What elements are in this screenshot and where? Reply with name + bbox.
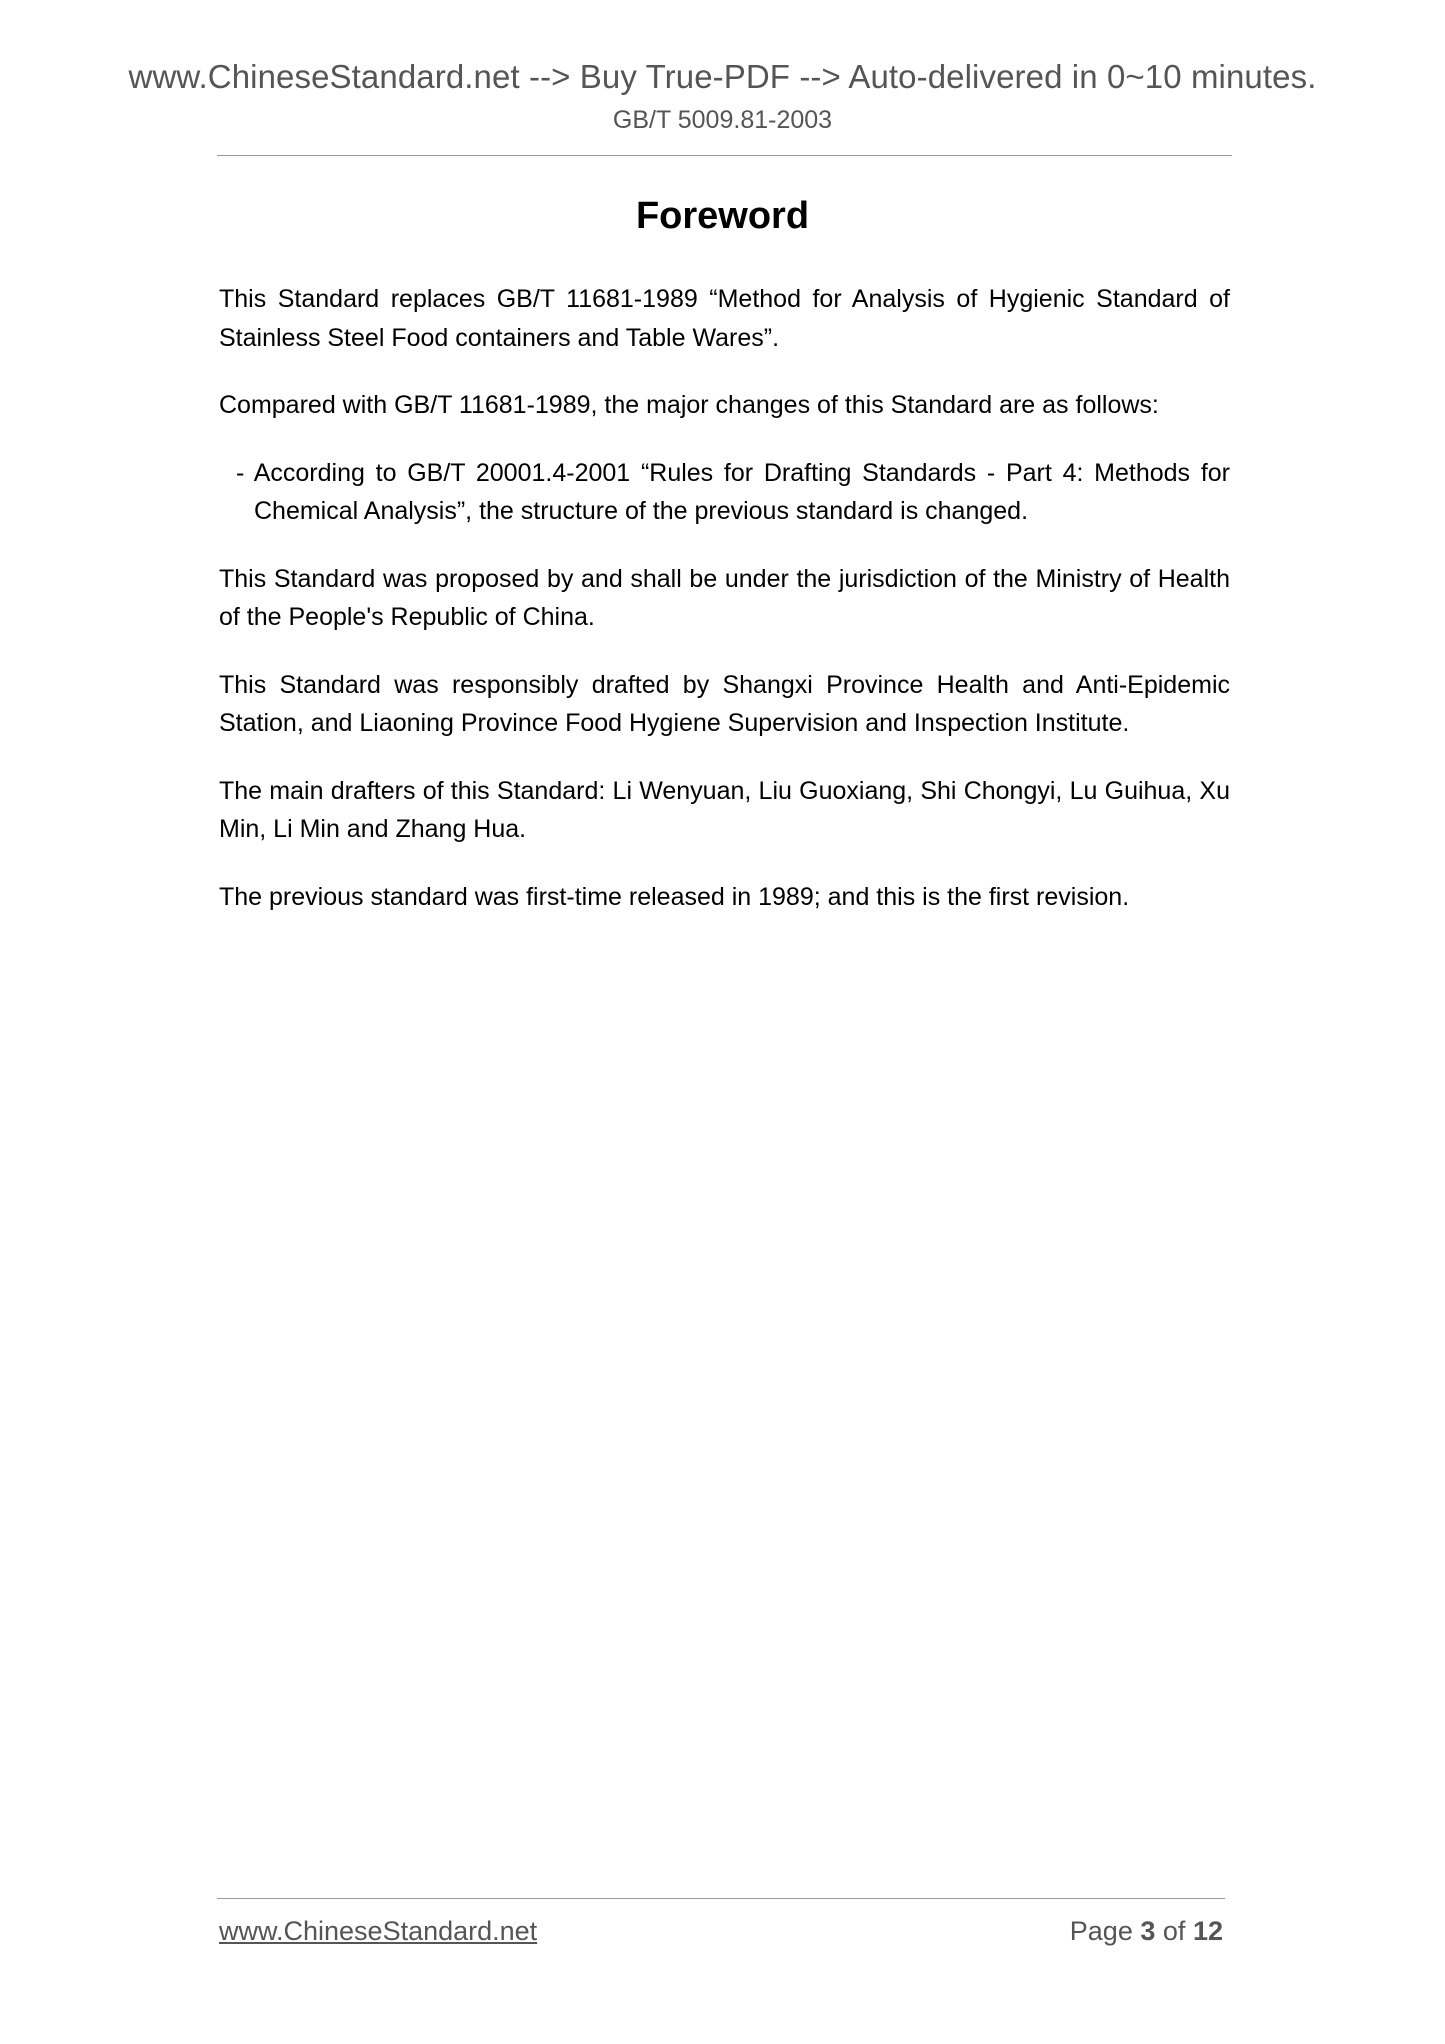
page-number	[1070, 1916, 1223, 1947]
page-word: Page	[1069, 1916, 1133, 1946]
footer-divider	[217, 1898, 1225, 1899]
foreword-body	[219, 280, 1230, 945]
page-total: 12	[1192, 1916, 1223, 1946]
list-item-change: - According to GB/T 20001.4-2001 “Rules for Drafting Standards - Part 4: Methods for Chemical Analysis”, the structure of the previous standard is changed.	[236, 458, 1230, 525]
paragraph-revision: The previous standard was first-time released in 1989; and this is the first revision.	[219, 882, 1130, 911]
page-title: Foreword	[635, 195, 810, 237]
page-current: 3	[1140, 1916, 1156, 1946]
page-of: of	[1162, 1916, 1186, 1946]
header-banner: www.ChineseStandard.net --> Buy True-PDF --> Auto-delivered in 0~10 minutes.	[128, 58, 1317, 95]
paragraph-drafted: This Standard was responsibly drafted by Shangxi Province Health and Anti-Epidemic Station, and Liaoning Province Food Hygiene Supervision and Inspection Institute.	[219, 670, 1230, 737]
paragraph-replaces: This Standard replaces GB/T 11681-1989 “Method for Analysis of Hygienic Standard of Stainless Steel Food containers and Table Wares”.	[219, 285, 1230, 352]
paragraph-proposed: This Standard was proposed by and shall be under the jurisdiction of the Ministry of Health of the People's Republic of China.	[219, 564, 1230, 631]
paragraph-changes-intro: Compared with GB/T 11681-1989, the major changes of this Standard are as follows:	[219, 391, 1159, 419]
footer-website-link[interactable]: www.ChineseStandard.net	[219, 1916, 538, 1946]
standard-number: GB/T 5009.81-2003	[612, 106, 833, 134]
paragraph-drafters: The main drafters of this Standard: Li Wenyuan, Liu Guoxiang, Shi Chongyi, Lu Guihua, Xu Min, Li Min and Zhang Hua.	[219, 776, 1230, 843]
header-divider	[217, 155, 1232, 156]
